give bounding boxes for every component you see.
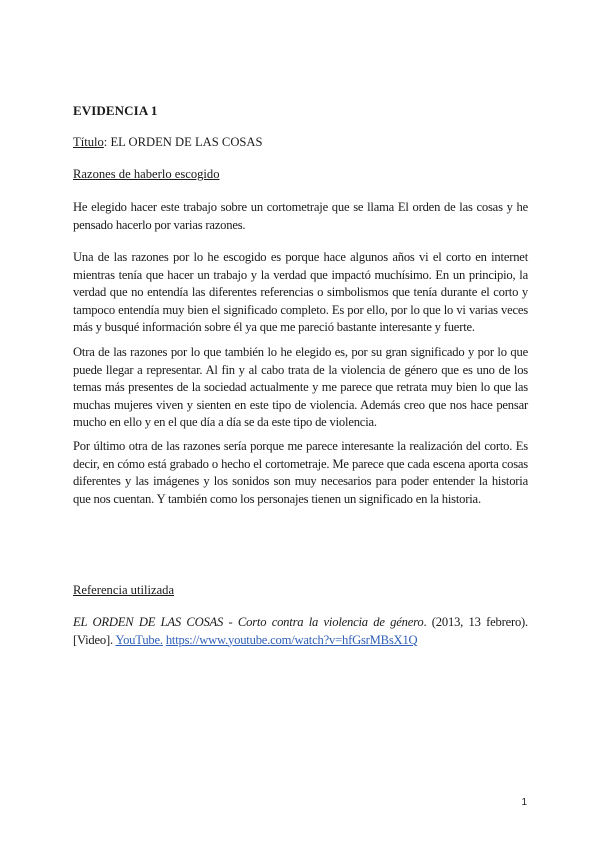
- reference-heading: Referencia utilizada: [73, 583, 175, 597]
- document-heading: EVIDENCIA 1: [73, 103, 158, 118]
- reference-url-link[interactable]: https://www.youtube.com/watch?v=hfGsrMBsX1Q: [165, 632, 418, 647]
- title-line: [73, 135, 263, 150]
- paragraph-1: He elegido hacer este trabajo sobre un cortometraje que se llama El orden de las cosas y he pensado hacerlo por varias razones.: [73, 200, 528, 232]
- paragraph-3: Otra de las razones por lo que también lo he elegido es, por su gran significado y por lo que puede llegar a representar. Al fin y al cabo trata de la violencia de género que es uno de los temas más presentes de la sociedad actualmente y me parece que retrata muy bien lo que las muchas mujeres viven y sienten en este tipo de violencia. Además creo que nos hace pensar mucho en ello y en el que día a día se da este tipo de violencia.: [73, 345, 528, 429]
- reference-title: EL ORDEN DE LAS COSAS - Corto contra la violencia de género: [73, 615, 424, 629]
- reference-entry: [73, 614, 528, 649]
- reasons-heading: Razones de haberlo escogido: [73, 167, 220, 181]
- paragraph-2: Una de las razones por lo he escogido es porque hace algunos años vi el corto en internet mientras tenía que hacer un trabajo y la verdad que impactó muchísimo. En un principio, la verdad que no entendía las diferentes referencias o simbolismos que tenía durante el corto y tampoco entendía muy bien el significado completo. Es por ello, por lo que lo vi varias veces más y busqué información sobre él ya que me pareció bastante interesante y fuerte.: [73, 250, 528, 334]
- title-value: EL ORDEN DE LAS COSAS: [110, 135, 263, 149]
- reference-source-link[interactable]: YouTube.: [115, 632, 163, 647]
- paragraph-4: Por último otra de las razones sería porque me parece interesante la realización del corto. Es decir, en cómo está grabado o hecho el cortometraje. Me parece que cada escena aporta cosas diferentes y las imágenes y los sonidos son muy necesarios para poder entender la historia que nos cuentan. Y también como los personajes tienen un significado en la historia.: [73, 439, 528, 506]
- reference-date: . (2013, 13 febrero). [Video].: [73, 615, 528, 647]
- title-label: Título: [73, 135, 104, 149]
- title-separator: :: [103, 135, 111, 149]
- page-number: 1: [521, 797, 527, 808]
